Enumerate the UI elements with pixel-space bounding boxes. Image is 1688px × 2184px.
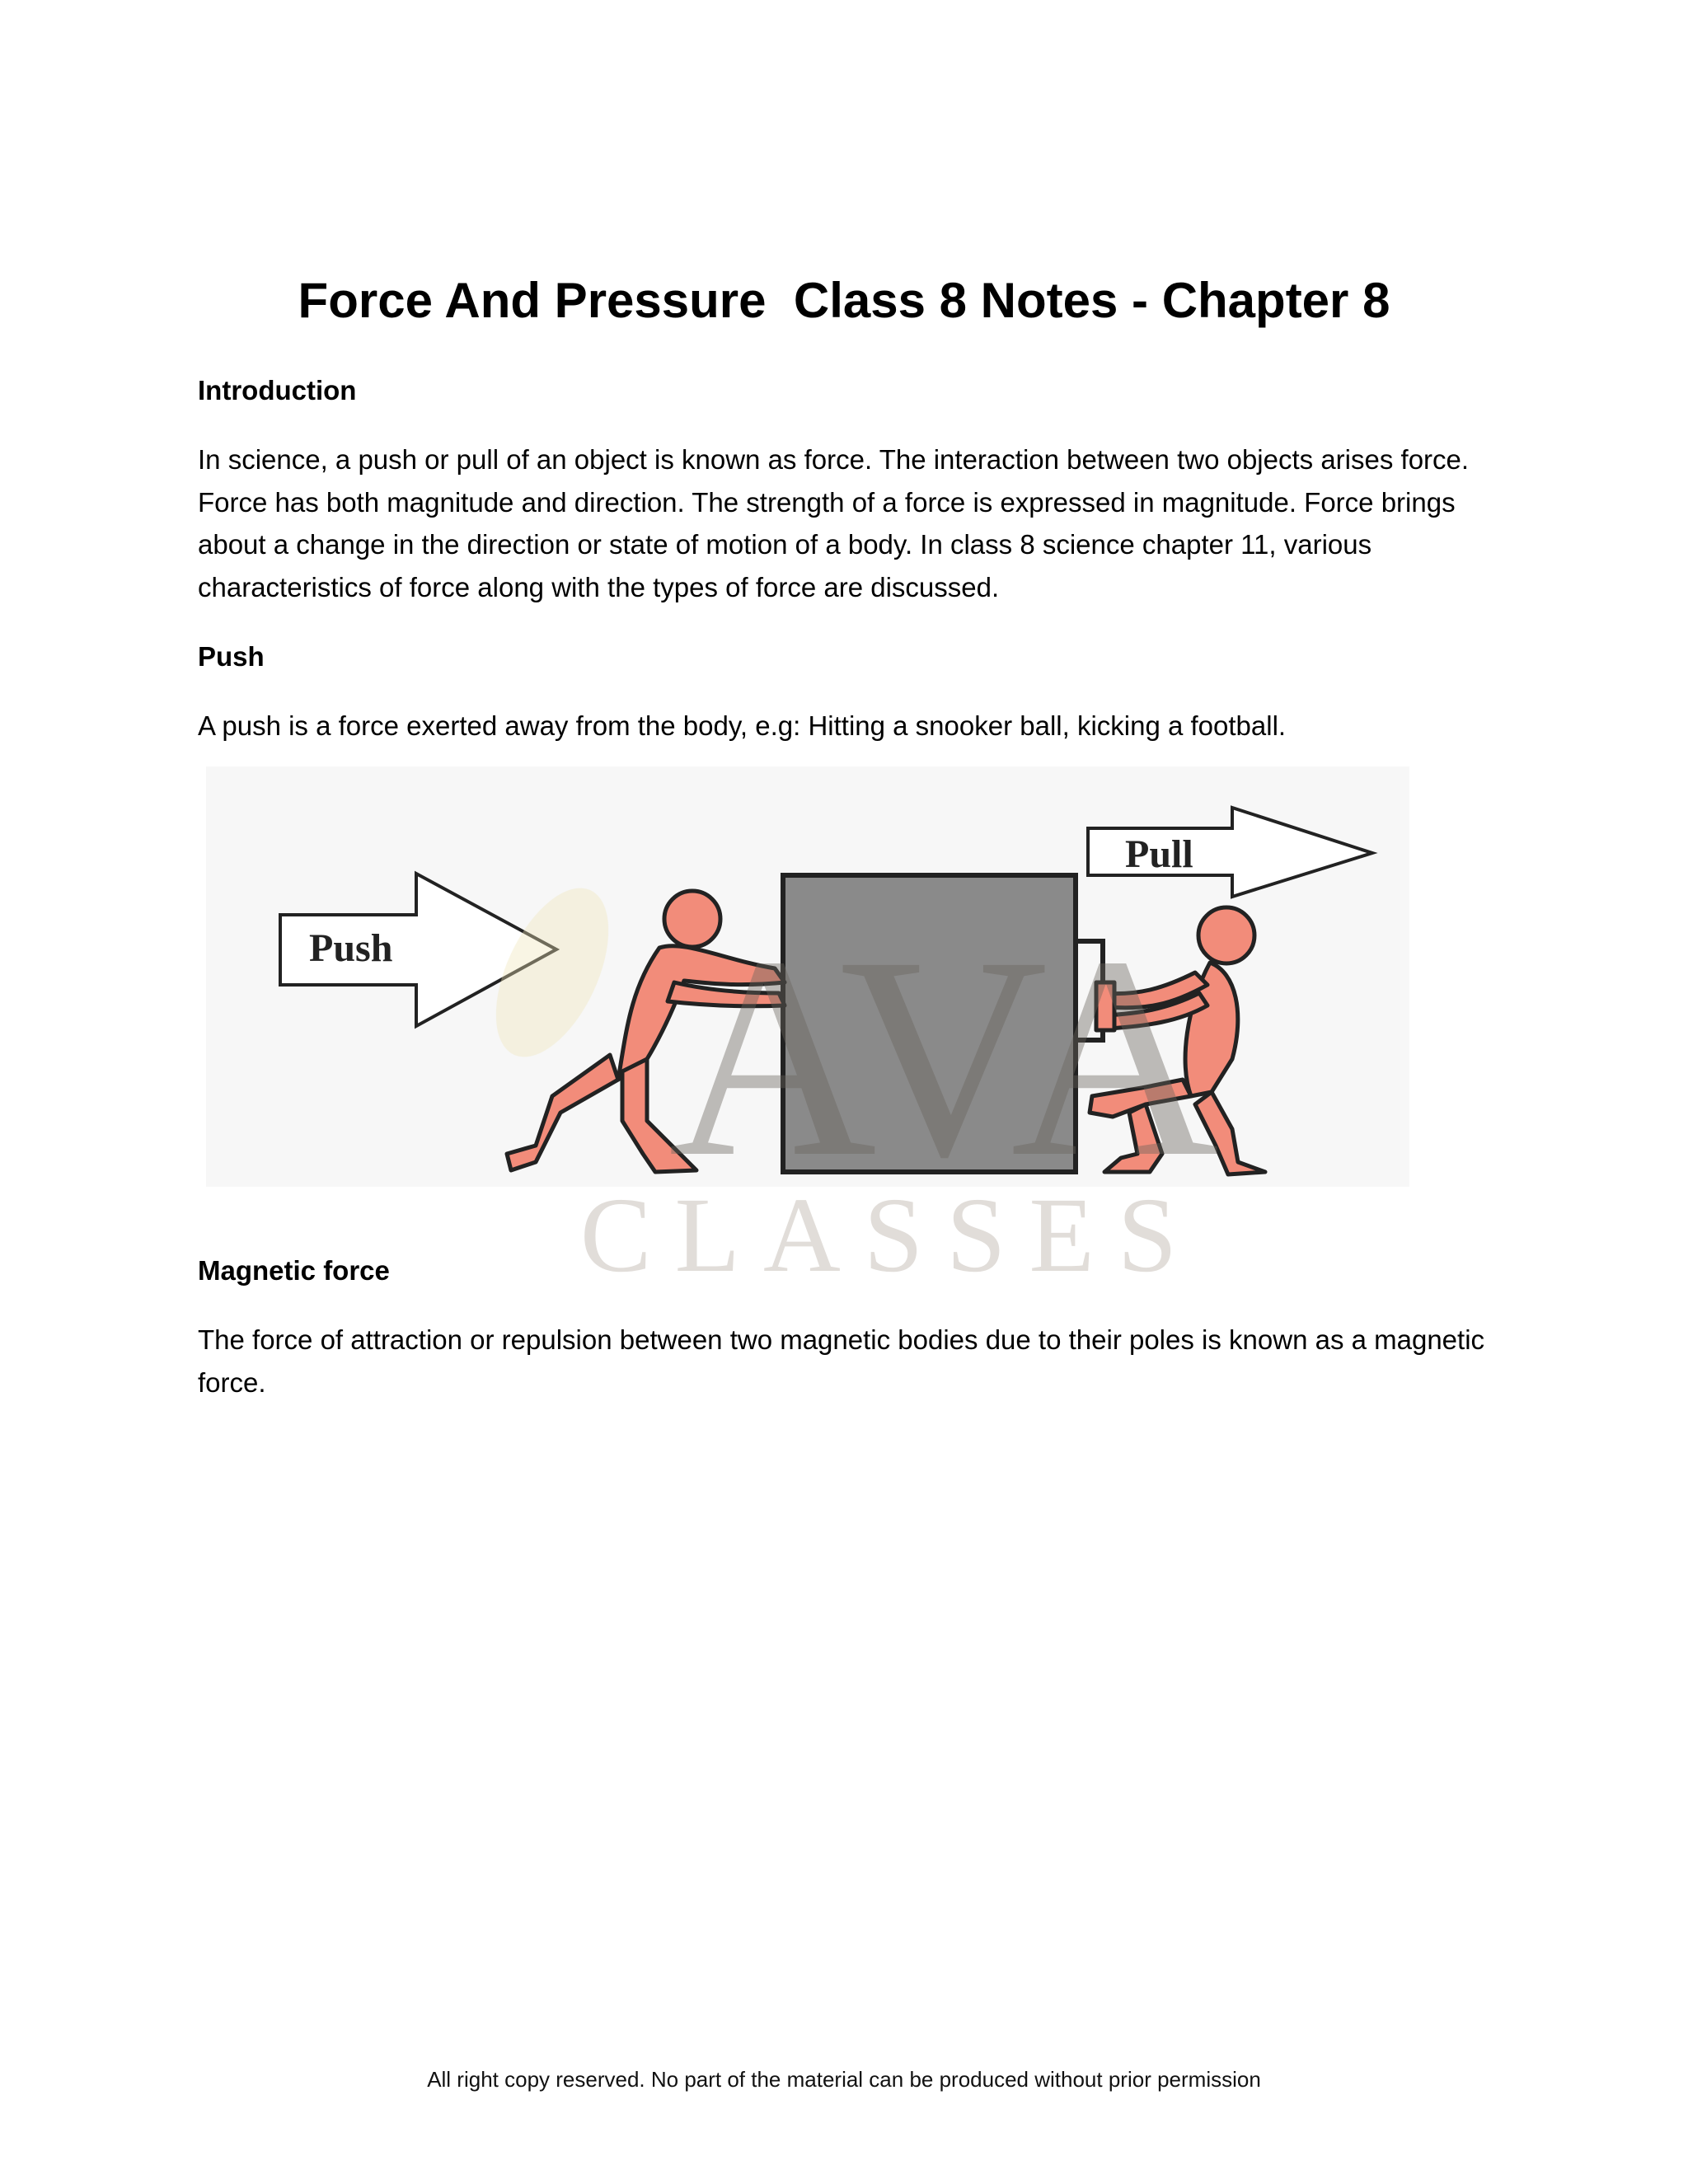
magnetic-force-heading: Magnetic force bbox=[198, 1255, 390, 1286]
push-paragraph: A push is a force exerted away from the body, e.g: Hitting a snooker ball, kicking a football. bbox=[198, 710, 1287, 741]
push-pull-svg bbox=[198, 766, 1434, 1294]
magnetic-force-paragraph: The force of attraction or repulsion between two magnetic bodies due to their poles is known as a magnetic force. bbox=[198, 1324, 1485, 1398]
page-title: Force And Pressure Class 8 Notes - Chapter 8 bbox=[298, 273, 1390, 328]
pull-label: Pull bbox=[1125, 832, 1193, 876]
watermark-letters: AVA bbox=[668, 897, 1220, 1216]
watermark-word: CLASSES bbox=[579, 1176, 1201, 1294]
copyright-footer: All right copy reserved. No part of the material can be produced without prior permission bbox=[427, 2067, 1261, 2092]
push-heading: Push bbox=[198, 641, 265, 672]
introduction-paragraph: In science, a push or pull of an object is known as force. The interaction between two objects arises force. Force has both magnitude and direction. The strength of a force is expressed in magnitude. Force brings about a change in the direction or state of motion of a body. In class 8 science chapter 11, various characteristics of force along with the types of force are discussed. bbox=[198, 444, 1470, 602]
push-pull-illustration bbox=[198, 766, 1434, 1294]
introduction-heading: Introduction bbox=[198, 375, 357, 405]
push-label: Push bbox=[309, 926, 393, 970]
